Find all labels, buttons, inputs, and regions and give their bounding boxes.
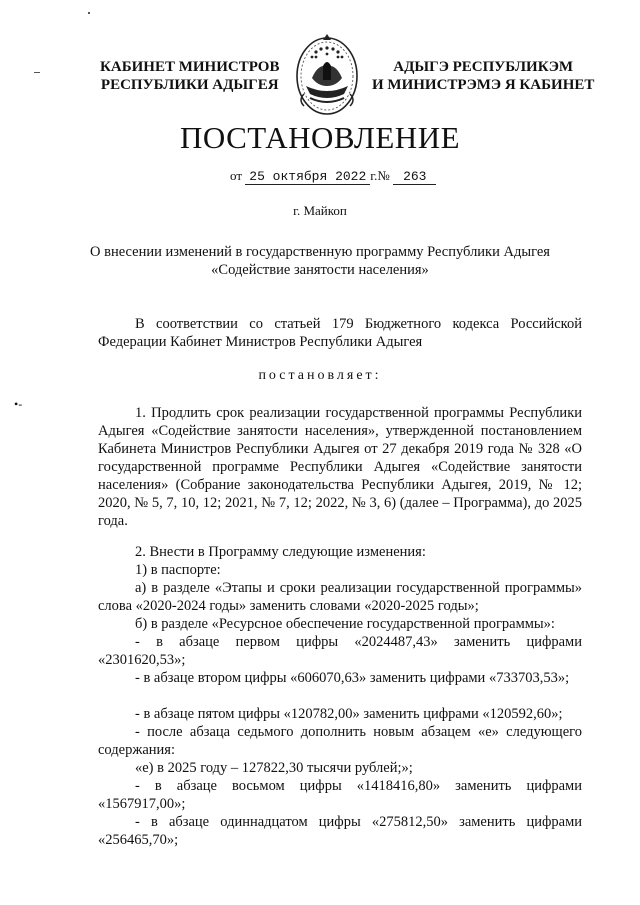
passport-subitem: 1) в паспорте: <box>135 562 221 578</box>
decree-word: постановляет: <box>258 368 382 383</box>
issuer-line: И МИНИСТРЭМЭ Я КАБИНЕТ <box>372 77 595 93</box>
number-value: 263 <box>393 169 436 185</box>
date-prefix: от <box>230 168 243 183</box>
number-prefix: № <box>377 168 390 183</box>
item-1-paragraph: 1. Продлить срок реализации государственной программы Республики Адыгея «Содействие занятости населения», утвержденной постановлением Кабинета Министров Республики Адыгея от 27 декабря 2019 года № 328 «О государственной программе Республики Адыгея «Содействие занятости населения» (Собрание законодательства Республики Адыгея, 2019, № 12; 2020, № 5, 7, 10, 12; 2021, № 7, 12; 2022, № 3, 6) (далее – Программа), до 2025 года. <box>98 405 582 529</box>
change-line-5: «е) в 2025 году – 127822,30 тысячи рублей;»; <box>135 760 413 776</box>
change-line-7: - в абзаце одиннадцатом цифры «275812,50» заменить цифрами «256465,70»; <box>98 814 582 848</box>
coat-of-arms-icon <box>288 28 366 120</box>
issuer-name-russian <box>100 58 279 94</box>
change-line-4: - после абзаца седьмого дополнить новым абзацем «е» следующего содержания: <box>98 724 582 758</box>
preamble-paragraph: В соответствии со статьей 179 Бюджетного кодекса Российской Федерации Кабинет Министров Республики Адыгея <box>98 316 582 350</box>
issuer-line: КАБИНЕТ МИНИСТРОВ <box>100 59 280 75</box>
date-value: 25 октября 2022 <box>245 169 370 185</box>
change-line-1: - в абзаце первом цифры «2024487,43» заменить цифрами «2301620,53»; <box>98 634 582 668</box>
date-number-line <box>230 168 436 184</box>
issuer-line: АДЫГЭ РЕСПУБЛИКЭМ <box>393 59 574 75</box>
item-2-paragraph: 2. Внести в Программу следующие изменения: <box>135 544 426 560</box>
scan-speck <box>34 72 40 73</box>
issuer-line: РЕСПУБЛИКИ АДЫГЕЯ <box>100 77 279 93</box>
scan-margin-mark: •- <box>14 397 23 411</box>
issuer-name-adyghe <box>372 58 594 94</box>
change-line-6: - в абзаце восьмом цифры «1418416,80» заменить цифрами «1567917,00»; <box>98 778 582 812</box>
subitem-a: а) в разделе «Этапы и сроки реализации государственной программы» слова «2020-2024 годы» заменить словами «2020-2025 годы»; <box>98 580 582 614</box>
change-line-2: - в абзаце втором цифры «606070,63» заменить цифрами «733703,53»; <box>135 670 570 686</box>
subject-line: «Содействие занятости населения» <box>211 262 429 278</box>
city: г. Майкоп <box>293 203 347 218</box>
subitem-b: б) в разделе «Ресурсное обеспечение государственной программы»: <box>135 616 555 632</box>
document-title: ПОСТАНОВЛЕНИЕ <box>179 120 461 155</box>
scan-speck <box>88 12 90 14</box>
subject-line: О внесении изменений в государственную программу Республики Адыгея <box>90 244 550 260</box>
date-suffix: г. <box>370 168 378 183</box>
change-line-3: - в абзаце пятом цифры «120782,00» заменить цифрами «120592,60»; <box>135 706 563 722</box>
document-subject <box>60 243 580 279</box>
